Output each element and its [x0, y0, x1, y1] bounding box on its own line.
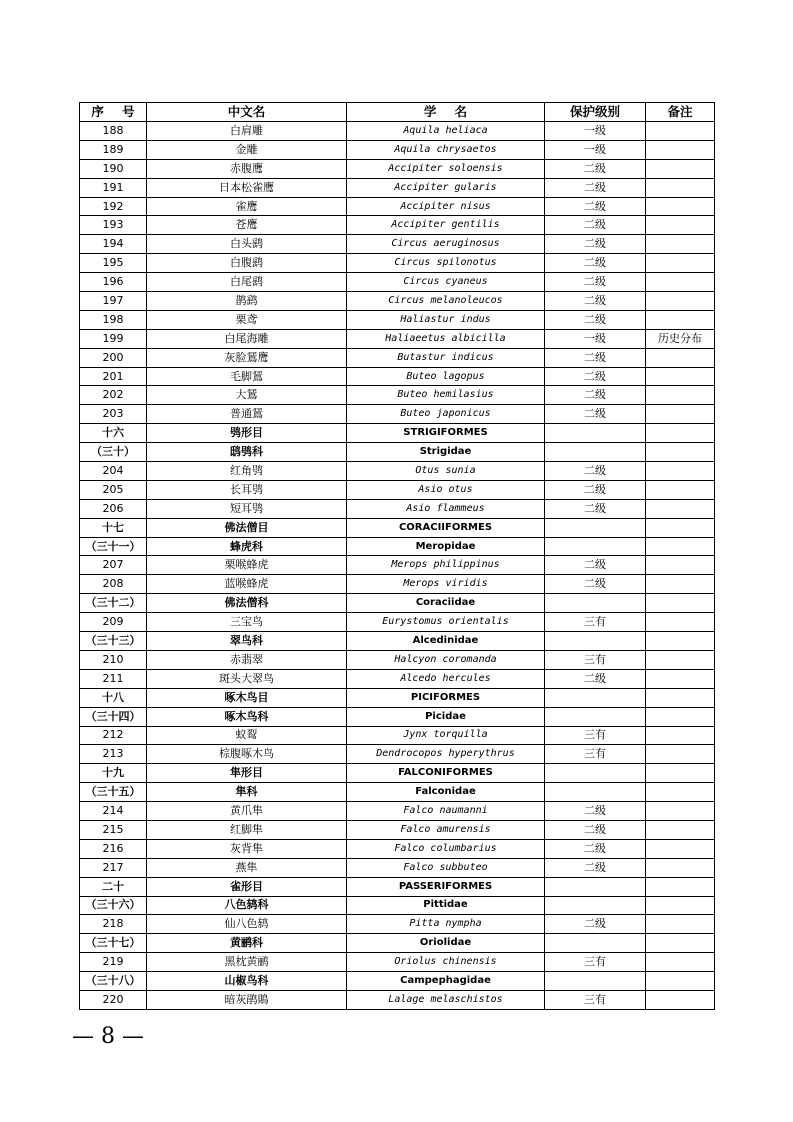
table-row: [80, 216, 715, 235]
cell-scientific-name: Halcyon coromanda: [347, 650, 545, 669]
cell-chinese-name: 啄木鸟目: [147, 688, 347, 707]
cell-chinese-name: 蓝喉蜂虎: [147, 575, 347, 594]
cell-protection-level: [545, 707, 646, 726]
cell-chinese-name: 黄爪隼: [147, 802, 347, 821]
cell-serial-number: 212: [80, 726, 147, 745]
table-row: [80, 386, 715, 405]
cell-chinese-name: 赤腹鹰: [147, 159, 347, 178]
cell-remarks: [646, 820, 715, 839]
cell-scientific-name: Circus aeruginosus: [347, 235, 545, 254]
cell-chinese-name: 仙八色鸫: [147, 915, 347, 934]
cell-scientific-name: Alcedinidae: [347, 632, 545, 651]
cell-remarks: [646, 178, 715, 197]
cell-scientific-name: Accipiter nisus: [347, 197, 545, 216]
cell-remarks: [646, 310, 715, 329]
cell-serial-number: 208: [80, 575, 147, 594]
cell-protection-level: [545, 688, 646, 707]
taxon-group-row: [80, 594, 715, 613]
cell-serial-number: 196: [80, 273, 147, 292]
cell-remarks: [646, 292, 715, 311]
cell-scientific-name: Pitta nympha: [347, 915, 545, 934]
cell-remarks: [646, 159, 715, 178]
cell-chinese-name: 灰背隼: [147, 839, 347, 858]
table-row: [80, 650, 715, 669]
cell-protection-level: 一级: [545, 140, 646, 159]
header-remarks: 备注: [646, 103, 715, 122]
cell-protection-level: 二级: [545, 367, 646, 386]
cell-scientific-name: Lalage melaschistos: [347, 990, 545, 1009]
cell-scientific-name: Picidae: [347, 707, 545, 726]
table-row: [80, 348, 715, 367]
cell-chinese-name: 苍鹰: [147, 216, 347, 235]
cell-protection-level: [545, 443, 646, 462]
cell-serial-number: 十六: [80, 424, 147, 443]
table-row: [80, 820, 715, 839]
taxon-group-row: [80, 688, 715, 707]
cell-protection-level: 一级: [545, 122, 646, 141]
taxon-group-row: [80, 934, 715, 953]
cell-scientific-name: FALCONIFORMES: [347, 764, 545, 783]
cell-scientific-name: Falco subbuteo: [347, 858, 545, 877]
cell-chinese-name: 白肩雕: [147, 122, 347, 141]
cell-scientific-name: Circus cyaneus: [347, 273, 545, 292]
table-row: [80, 839, 715, 858]
cell-scientific-name: PASSERIFORMES: [347, 877, 545, 896]
cell-serial-number: 206: [80, 499, 147, 518]
cell-serial-number: 189: [80, 140, 147, 159]
table-row: [80, 575, 715, 594]
cell-scientific-name: Aquila heliaca: [347, 122, 545, 141]
cell-remarks: [646, 480, 715, 499]
cell-chinese-name: 佛法僧目: [147, 518, 347, 537]
page-number: — 8 —: [72, 1024, 144, 1049]
cell-remarks: 历史分布: [646, 329, 715, 348]
cell-protection-level: 三有: [545, 650, 646, 669]
table-row: [80, 122, 715, 141]
cell-chinese-name: 棕腹啄木鸟: [147, 745, 347, 764]
cell-protection-level: 二级: [545, 216, 646, 235]
cell-remarks: [646, 802, 715, 821]
cell-chinese-name: 日本松雀鹰: [147, 178, 347, 197]
cell-protection-level: 三有: [545, 613, 646, 632]
cell-chinese-name: 栗鸢: [147, 310, 347, 329]
cell-scientific-name: Asio flammeus: [347, 499, 545, 518]
cell-serial-number: 十九: [80, 764, 147, 783]
cell-chinese-name: 普通鵟: [147, 405, 347, 424]
cell-serial-number: 198: [80, 310, 147, 329]
cell-scientific-name: Oriolidae: [347, 934, 545, 953]
cell-serial-number: 215: [80, 820, 147, 839]
cell-chinese-name: 灰脸鵟鹰: [147, 348, 347, 367]
cell-chinese-name: 赤翡翠: [147, 650, 347, 669]
cell-scientific-name: STRIGIFORMES: [347, 424, 545, 443]
cell-protection-level: [545, 972, 646, 991]
cell-serial-number: 213: [80, 745, 147, 764]
cell-scientific-name: Jynx torquilla: [347, 726, 545, 745]
cell-chinese-name: 黑枕黄鹂: [147, 953, 347, 972]
cell-chinese-name: 毛脚鵟: [147, 367, 347, 386]
cell-serial-number: 195: [80, 254, 147, 273]
taxon-group-row: [80, 764, 715, 783]
cell-chinese-name: 红角鸮: [147, 462, 347, 481]
table-row: [80, 915, 715, 934]
species-table: [79, 102, 715, 1010]
cell-chinese-name: 佛法僧科: [147, 594, 347, 613]
cell-remarks: [646, 972, 715, 991]
cell-remarks: [646, 934, 715, 953]
cell-scientific-name: Circus spilonotus: [347, 254, 545, 273]
cell-scientific-name: Buteo japonicus: [347, 405, 545, 424]
cell-remarks: [646, 783, 715, 802]
cell-serial-number: （三十四）: [80, 707, 147, 726]
cell-scientific-name: Asio otus: [347, 480, 545, 499]
table-row: [80, 480, 715, 499]
cell-scientific-name: Falco naumanni: [347, 802, 545, 821]
cell-remarks: [646, 707, 715, 726]
cell-protection-level: [545, 877, 646, 896]
cell-chinese-name: 短耳鸮: [147, 499, 347, 518]
cell-protection-level: 二级: [545, 839, 646, 858]
cell-serial-number: 十八: [80, 688, 147, 707]
cell-remarks: [646, 235, 715, 254]
cell-scientific-name: Aquila chrysaetos: [347, 140, 545, 159]
cell-protection-level: 二级: [545, 197, 646, 216]
table-row: [80, 292, 715, 311]
table-row: [80, 310, 715, 329]
cell-serial-number: 207: [80, 556, 147, 575]
cell-scientific-name: Dendrocopos hyperythrus: [347, 745, 545, 764]
cell-scientific-name: Circus melanoleucos: [347, 292, 545, 311]
taxon-group-row: [80, 424, 715, 443]
cell-serial-number: 199: [80, 329, 147, 348]
cell-scientific-name: Eurystomus orientalis: [347, 613, 545, 632]
cell-chinese-name: 燕隼: [147, 858, 347, 877]
cell-scientific-name: Coraciidae: [347, 594, 545, 613]
cell-protection-level: 二级: [545, 405, 646, 424]
cell-remarks: [646, 745, 715, 764]
cell-scientific-name: Haliastur indus: [347, 310, 545, 329]
taxon-group-row: [80, 877, 715, 896]
cell-serial-number: （三十七）: [80, 934, 147, 953]
cell-remarks: [646, 273, 715, 292]
cell-remarks: [646, 140, 715, 159]
cell-scientific-name: Accipiter gentilis: [347, 216, 545, 235]
table-row: [80, 140, 715, 159]
cell-chinese-name: 隼形目: [147, 764, 347, 783]
header-chinese-name: 中文名: [147, 103, 347, 122]
table-row: [80, 178, 715, 197]
table-row: [80, 613, 715, 632]
cell-chinese-name: 斑头大翠鸟: [147, 669, 347, 688]
cell-serial-number: 201: [80, 367, 147, 386]
cell-remarks: [646, 990, 715, 1009]
taxon-group-row: [80, 518, 715, 537]
table-row: [80, 556, 715, 575]
cell-serial-number: （三十二）: [80, 594, 147, 613]
cell-protection-level: [545, 934, 646, 953]
table-row: [80, 405, 715, 424]
cell-remarks: [646, 764, 715, 783]
cell-serial-number: 220: [80, 990, 147, 1009]
cell-remarks: [646, 650, 715, 669]
cell-serial-number: 209: [80, 613, 147, 632]
cell-chinese-name: 三宝鸟: [147, 613, 347, 632]
cell-remarks: [646, 896, 715, 915]
cell-chinese-name: 蜂虎科: [147, 537, 347, 556]
cell-serial-number: 217: [80, 858, 147, 877]
cell-chinese-name: 翠鸟科: [147, 632, 347, 651]
cell-scientific-name: Oriolus chinensis: [347, 953, 545, 972]
cell-remarks: [646, 858, 715, 877]
cell-protection-level: 三有: [545, 726, 646, 745]
cell-protection-level: 二级: [545, 820, 646, 839]
cell-scientific-name: Otus sunia: [347, 462, 545, 481]
taxon-group-row: [80, 537, 715, 556]
cell-protection-level: 二级: [545, 802, 646, 821]
cell-chinese-name: 长耳鸮: [147, 480, 347, 499]
cell-chinese-name: 暗灰鹃鵙: [147, 990, 347, 1009]
cell-chinese-name: 鸱鸮科: [147, 443, 347, 462]
cell-protection-level: 三有: [545, 990, 646, 1009]
table-row: [80, 273, 715, 292]
cell-serial-number: 216: [80, 839, 147, 858]
cell-chinese-name: 蚁䴕: [147, 726, 347, 745]
cell-serial-number: 197: [80, 292, 147, 311]
header-serial-number: 序 号: [80, 103, 147, 122]
cell-scientific-name: Accipiter soloensis: [347, 159, 545, 178]
cell-chinese-name: 雀鹰: [147, 197, 347, 216]
cell-protection-level: 二级: [545, 499, 646, 518]
table-row: [80, 197, 715, 216]
cell-scientific-name: Alcedo hercules: [347, 669, 545, 688]
table-row: [80, 499, 715, 518]
cell-remarks: [646, 953, 715, 972]
table-row: [80, 802, 715, 821]
cell-protection-level: 二级: [545, 575, 646, 594]
cell-chinese-name: 山椒鸟科: [147, 972, 347, 991]
cell-serial-number: 188: [80, 122, 147, 141]
table-header-row: [80, 103, 715, 122]
cell-scientific-name: Pittidae: [347, 896, 545, 915]
cell-chinese-name: 栗喉蜂虎: [147, 556, 347, 575]
cell-protection-level: 二级: [545, 254, 646, 273]
cell-scientific-name: Merops viridis: [347, 575, 545, 594]
cell-chinese-name: 啄木鸟科: [147, 707, 347, 726]
cell-protection-level: 二级: [545, 386, 646, 405]
cell-scientific-name: Butastur indicus: [347, 348, 545, 367]
cell-remarks: [646, 613, 715, 632]
cell-remarks: [646, 197, 715, 216]
cell-scientific-name: Falconidae: [347, 783, 545, 802]
cell-remarks: [646, 726, 715, 745]
cell-remarks: [646, 367, 715, 386]
cell-protection-level: 二级: [545, 273, 646, 292]
cell-chinese-name: 白头鹞: [147, 235, 347, 254]
cell-protection-level: 一级: [545, 329, 646, 348]
cell-remarks: [646, 632, 715, 651]
cell-scientific-name: Buteo hemilasius: [347, 386, 545, 405]
table-row: [80, 745, 715, 764]
cell-serial-number: 二十: [80, 877, 147, 896]
cell-protection-level: [545, 764, 646, 783]
cell-chinese-name: 白尾海雕: [147, 329, 347, 348]
table-row: [80, 367, 715, 386]
cell-protection-level: [545, 518, 646, 537]
cell-remarks: [646, 556, 715, 575]
table-row: [80, 462, 715, 481]
cell-protection-level: [545, 783, 646, 802]
cell-remarks: [646, 915, 715, 934]
cell-protection-level: 二级: [545, 159, 646, 178]
cell-protection-level: [545, 594, 646, 613]
cell-protection-level: [545, 424, 646, 443]
cell-protection-level: [545, 632, 646, 651]
taxon-group-row: [80, 896, 715, 915]
table-row: [80, 159, 715, 178]
cell-scientific-name: Strigidae: [347, 443, 545, 462]
cell-chinese-name: 红脚隼: [147, 820, 347, 839]
cell-serial-number: 204: [80, 462, 147, 481]
cell-protection-level: 二级: [545, 348, 646, 367]
cell-scientific-name: Haliaeetus albicilla: [347, 329, 545, 348]
cell-chinese-name: 白尾鹞: [147, 273, 347, 292]
cell-scientific-name: Accipiter gularis: [347, 178, 545, 197]
taxon-group-row: [80, 783, 715, 802]
cell-serial-number: 203: [80, 405, 147, 424]
cell-remarks: [646, 839, 715, 858]
cell-remarks: [646, 594, 715, 613]
table-row: [80, 858, 715, 877]
cell-serial-number: （三十一）: [80, 537, 147, 556]
cell-protection-level: 二级: [545, 858, 646, 877]
table-row: [80, 953, 715, 972]
cell-serial-number: （三十五）: [80, 783, 147, 802]
table-row: [80, 254, 715, 273]
taxon-group-row: [80, 443, 715, 462]
cell-remarks: [646, 499, 715, 518]
cell-serial-number: （三十）: [80, 443, 147, 462]
header-scientific-name: 学 名: [347, 103, 545, 122]
cell-chinese-name: 大鵟: [147, 386, 347, 405]
cell-remarks: [646, 122, 715, 141]
table-row: [80, 990, 715, 1009]
table-row: [80, 726, 715, 745]
cell-protection-level: 二级: [545, 669, 646, 688]
cell-serial-number: （三十八）: [80, 972, 147, 991]
cell-scientific-name: Campephagidae: [347, 972, 545, 991]
cell-serial-number: 193: [80, 216, 147, 235]
cell-serial-number: 214: [80, 802, 147, 821]
cell-chinese-name: 隼科: [147, 783, 347, 802]
cell-serial-number: 205: [80, 480, 147, 499]
cell-remarks: [646, 537, 715, 556]
cell-serial-number: 218: [80, 915, 147, 934]
cell-remarks: [646, 669, 715, 688]
cell-remarks: [646, 348, 715, 367]
cell-scientific-name: Meropidae: [347, 537, 545, 556]
cell-remarks: [646, 424, 715, 443]
cell-protection-level: 二级: [545, 235, 646, 254]
taxon-group-row: [80, 972, 715, 991]
cell-protection-level: 二级: [545, 556, 646, 575]
cell-protection-level: 二级: [545, 292, 646, 311]
cell-remarks: [646, 877, 715, 896]
cell-serial-number: （三十三）: [80, 632, 147, 651]
table-row: [80, 329, 715, 348]
cell-scientific-name: PICIFORMES: [347, 688, 545, 707]
cell-serial-number: 十七: [80, 518, 147, 537]
cell-protection-level: 三有: [545, 745, 646, 764]
cell-remarks: [646, 386, 715, 405]
cell-protection-level: 二级: [545, 480, 646, 499]
cell-protection-level: 三有: [545, 953, 646, 972]
cell-chinese-name: 白腹鹞: [147, 254, 347, 273]
cell-chinese-name: 鸮形目: [147, 424, 347, 443]
cell-scientific-name: Merops philippinus: [347, 556, 545, 575]
cell-chinese-name: 金雕: [147, 140, 347, 159]
cell-remarks: [646, 443, 715, 462]
cell-serial-number: 200: [80, 348, 147, 367]
cell-serial-number: 202: [80, 386, 147, 405]
cell-protection-level: 二级: [545, 462, 646, 481]
cell-serial-number: 192: [80, 197, 147, 216]
table-row: [80, 235, 715, 254]
cell-chinese-name: 黄鹂科: [147, 934, 347, 953]
cell-serial-number: 190: [80, 159, 147, 178]
cell-serial-number: 211: [80, 669, 147, 688]
cell-remarks: [646, 462, 715, 481]
cell-scientific-name: Falco amurensis: [347, 820, 545, 839]
cell-serial-number: 210: [80, 650, 147, 669]
cell-serial-number: （三十六）: [80, 896, 147, 915]
cell-serial-number: 219: [80, 953, 147, 972]
cell-scientific-name: CORACIIFORMES: [347, 518, 545, 537]
cell-chinese-name: 雀形目: [147, 877, 347, 896]
cell-serial-number: 194: [80, 235, 147, 254]
table-row: [80, 669, 715, 688]
cell-protection-level: [545, 537, 646, 556]
cell-scientific-name: Buteo lagopus: [347, 367, 545, 386]
cell-chinese-name: 鹊鹞: [147, 292, 347, 311]
taxon-group-row: [80, 632, 715, 651]
header-protection-level: 保护级别: [545, 103, 646, 122]
cell-remarks: [646, 254, 715, 273]
cell-protection-level: 二级: [545, 178, 646, 197]
cell-remarks: [646, 688, 715, 707]
cell-remarks: [646, 405, 715, 424]
cell-remarks: [646, 518, 715, 537]
cell-protection-level: [545, 896, 646, 915]
cell-remarks: [646, 575, 715, 594]
cell-remarks: [646, 216, 715, 235]
cell-scientific-name: Falco columbarius: [347, 839, 545, 858]
table-body: [80, 122, 715, 1010]
cell-protection-level: 二级: [545, 310, 646, 329]
cell-protection-level: 二级: [545, 915, 646, 934]
cell-serial-number: 191: [80, 178, 147, 197]
cell-chinese-name: 八色鸫科: [147, 896, 347, 915]
taxon-group-row: [80, 707, 715, 726]
